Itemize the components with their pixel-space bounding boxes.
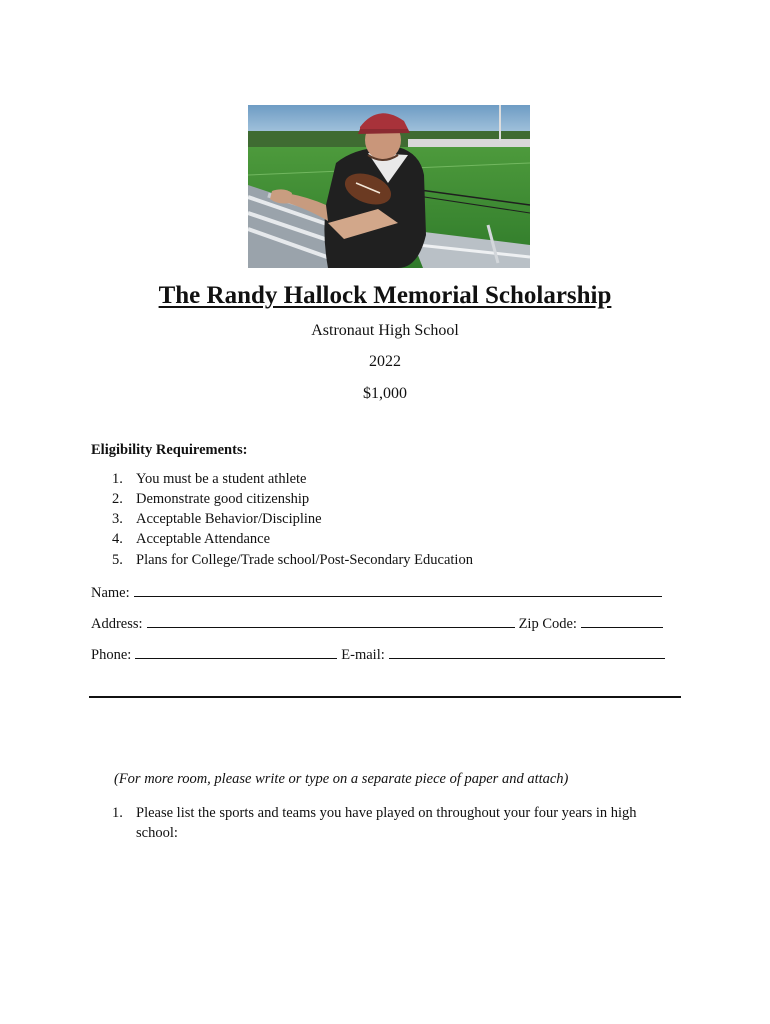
requirement-item xyxy=(112,491,309,508)
name-row xyxy=(91,584,666,602)
address-label: Address: xyxy=(91,616,143,632)
requirement-number: 2. xyxy=(112,491,123,507)
requirement-item xyxy=(112,531,270,548)
requirement-text: Plans for College/Trade school/Post-Secondary Education xyxy=(136,552,473,568)
school-name: Astronaut High School xyxy=(311,322,459,339)
requirement-text: Demonstrate good citizenship xyxy=(136,491,310,507)
scholarship-amount: $1,000 xyxy=(363,385,407,402)
zip-label: Zip Code: xyxy=(518,616,577,632)
name-label: Name: xyxy=(91,585,130,601)
scholarship-year: 2022 xyxy=(369,353,401,370)
address-row xyxy=(91,615,667,633)
eligibility-heading: Eligibility Requirements: xyxy=(91,442,248,458)
requirement-item xyxy=(112,552,473,569)
requirement-number: 5. xyxy=(112,552,123,568)
photo-illustration xyxy=(248,105,530,268)
question-number: 1. xyxy=(112,805,123,821)
requirement-number: 4. xyxy=(112,531,123,547)
zip-field[interactable] xyxy=(581,615,663,628)
name-field[interactable] xyxy=(134,584,662,597)
question-text: Please list the sports and teams you have played on throughout your four years in high school: xyxy=(136,805,637,841)
requirement-item xyxy=(112,511,322,528)
section-divider xyxy=(89,696,681,698)
address-field[interactable] xyxy=(147,615,515,628)
page-title: The Randy Hallock Memorial Scholarship xyxy=(158,282,612,309)
question-item xyxy=(112,803,672,843)
requirement-text: Acceptable Attendance xyxy=(136,531,271,547)
requirement-text: Acceptable Behavior/Discipline xyxy=(136,511,322,527)
requirement-text: You must be a student athlete xyxy=(136,471,307,487)
phone-label: Phone: xyxy=(91,647,132,663)
requirement-number: 3. xyxy=(112,511,123,527)
header-photo xyxy=(248,105,530,268)
attachment-note: (For more room, please write or type on a separate piece of paper and attach) xyxy=(114,771,569,787)
email-field[interactable] xyxy=(389,646,665,659)
phone-field[interactable] xyxy=(135,646,337,659)
phone-email-row xyxy=(91,646,669,664)
requirement-item xyxy=(112,471,307,488)
requirement-number: 1. xyxy=(112,471,123,487)
email-label: E-mail: xyxy=(341,647,385,663)
